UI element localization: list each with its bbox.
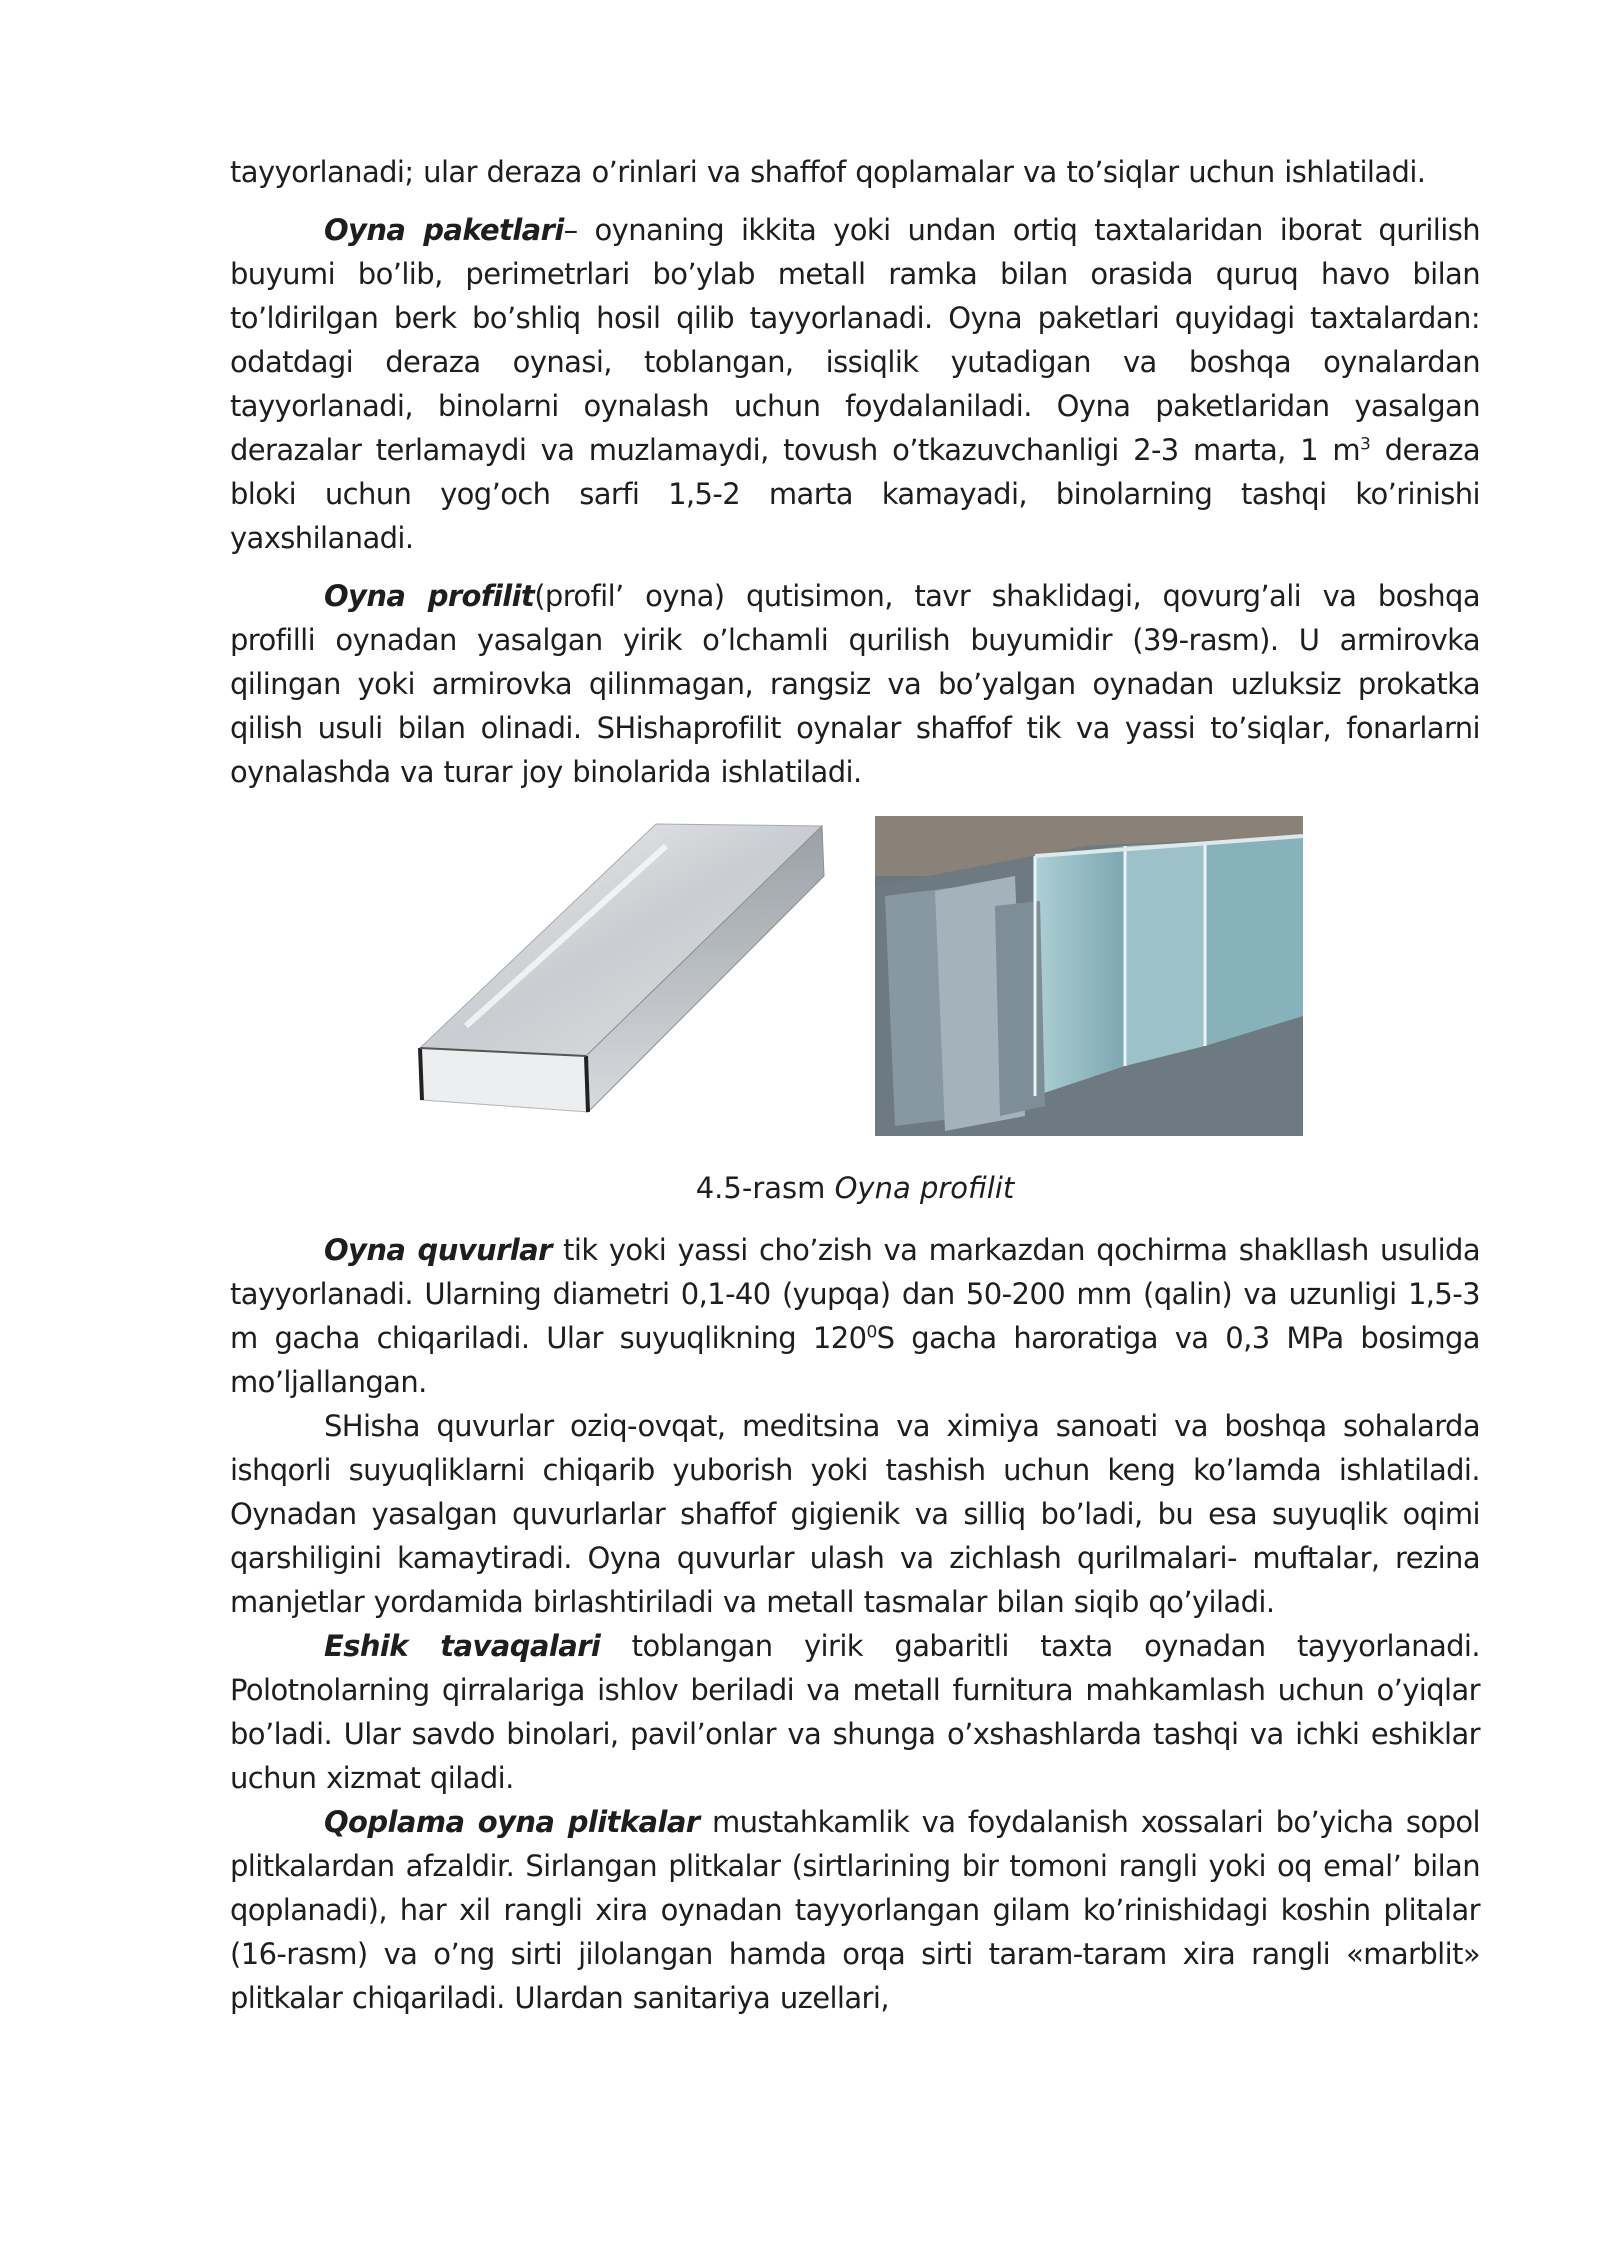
glass-channel-profile-image [406, 816, 844, 1136]
paragraph-text: deraza bloki uchun yog’och sarfi 1,5-2 marta kamayadi, binolarning tashqi ko’rinishi yaxshilanadi. [230, 433, 1480, 555]
paragraph-eshik-tavaqalari [230, 1624, 1480, 1800]
term-oyna-quvurlar: Oyna quvurlar [324, 1233, 552, 1267]
caption-title: Oyna profilit [834, 1171, 1015, 1205]
paragraph-oyna-paketlari [230, 208, 1480, 560]
figure-oyna-profilit [230, 816, 1480, 1136]
paragraph-oyna-profilit [230, 574, 1480, 794]
paragraph-text: toblangan yirik gabaritli taxta oynadan tayyorlanadi. Polotnolarning qirralariga ishlov beriladi va metall furnitura mahkamlash uchun o’yiqlar bo’ladi. Ular savdo binolari, pavil’onlar va shunga o’xshashlarda tashqi va ichki eshiklar uchun xizmat qiladi. [230, 1629, 1480, 1795]
term-eshik-tavaqalari: Eshik tavaqalari [324, 1629, 601, 1663]
superscript: 0 [866, 1322, 877, 1343]
term-qoplama-oyna-plitkalar: Qoplama oyna plitkalar [324, 1805, 700, 1839]
paragraph-oyna-quvurlar [230, 1228, 1480, 1404]
figure-caption [230, 1166, 1480, 1210]
glass-profile-window-image [875, 816, 1303, 1136]
term-oyna-profilit: Oyna profilit [324, 579, 535, 613]
paragraph-intro: tayyorlanadi; ular deraza o’rinlari va shaffof qoplamalar va to’siqlar uchun ishlatiladi. [230, 155, 1426, 189]
document-page [230, 150, 1480, 2020]
paragraph-text: – oynaning ikkita yoki undan ortiq taxtalaridan iborat qurilish buyumi bo’lib, perimetrlari bo’ylab metall ramka bilan orasida quruq havo bilan to’ldirilgan berk bo’shliq hosil qilib tayyorlanadi. Oyna paketlari quyidagi taxtalardan: odatdagi deraza oynasi, toblangan, issiqlik yutadigan va boshqa oynalardan tayyorlanadi, binolarni oynalash uchun foydalaniladi. Oyna paketlaridan yasalgan derazalar terlamaydi va muzlamaydi, tovush o’tkazuvchanligi 2-3 marta, 1 m [230, 213, 1480, 467]
paragraph-text: tik yoki yassi cho’zish va markazdan qochirma shakllash usulida tayyorlanadi. Ularning diametri 0,1-40 (yupqa) dan 50-200 mm (qalin) va uzunligi 1,5-3 m gacha chiqariladi. Ular suyuqlikning 120 [230, 1233, 1481, 1355]
paragraph-shisha-quvurlar: SHisha quvurlar oziq-ovqat, meditsina va ximiya sanoati va boshqa sohalarda ishqorli suyuqliklarni chiqarib yuborish yoki tashish uchun keng ko’lamda ishlatiladi. Oynadan yasalgan quvurlarlar shaffof gigienik va silliq bo’ladi, bu esa suyuqlik oqimi qarshiligini kamaytiradi. Oyna quvurlar ulash va zichlash qurilmalari- muftalar, rezina manjetlar yordamida birlashtiriladi va metall tasmalar bilan siqib qo’yiladi. [230, 1409, 1480, 1619]
paragraph-qoplama-oyna-plitkalar [230, 1800, 1480, 2020]
term-oyna-paketlari: Oyna paketlari [324, 213, 564, 247]
paragraph-text: S gacha haroratiga va 0,3 MPa bosimga mo’ljallangan. [230, 1321, 1480, 1399]
superscript: 3 [1360, 434, 1371, 455]
paragraph-text: (profil’ oyna) qutisimon, tavr shaklidagi, qovurg’ali va boshqa profilli oynadan yasalgan yirik o’lchamli qurilish buyumidir (39-rasm). U armirovka qilingan yoki armirovka qilinmagan, rangsiz va bo’yalgan oynadan uzluksiz prokatka qilish usuli bilan olinadi. SHishaprofilit oynalar shaffof tik va yassi to’siqlar, fonarlarni oynalashda va turar joy binolarida ishlatiladi. [230, 579, 1480, 789]
paragraph-text: mustahkamlik va foydalanish xossalari bo’yicha sopol plitkalardan afzaldir. Sirlangan plitkalar (sirtlarining bir tomoni rangli yoki oq emal’ bilan qoplanadi), har xil rangli xira oynadan tayyorlangan gilam ko’rinishidagi koshin plitalar (16-rasm) va o’ng sirti jilolangan hamda orqa sirti taram-taram xira rangli «marblit» plitkalar chiqariladi. Ulardan sanitariya uzellari, [230, 1805, 1480, 2015]
caption-number: 4.5-rasm [695, 1171, 835, 1205]
